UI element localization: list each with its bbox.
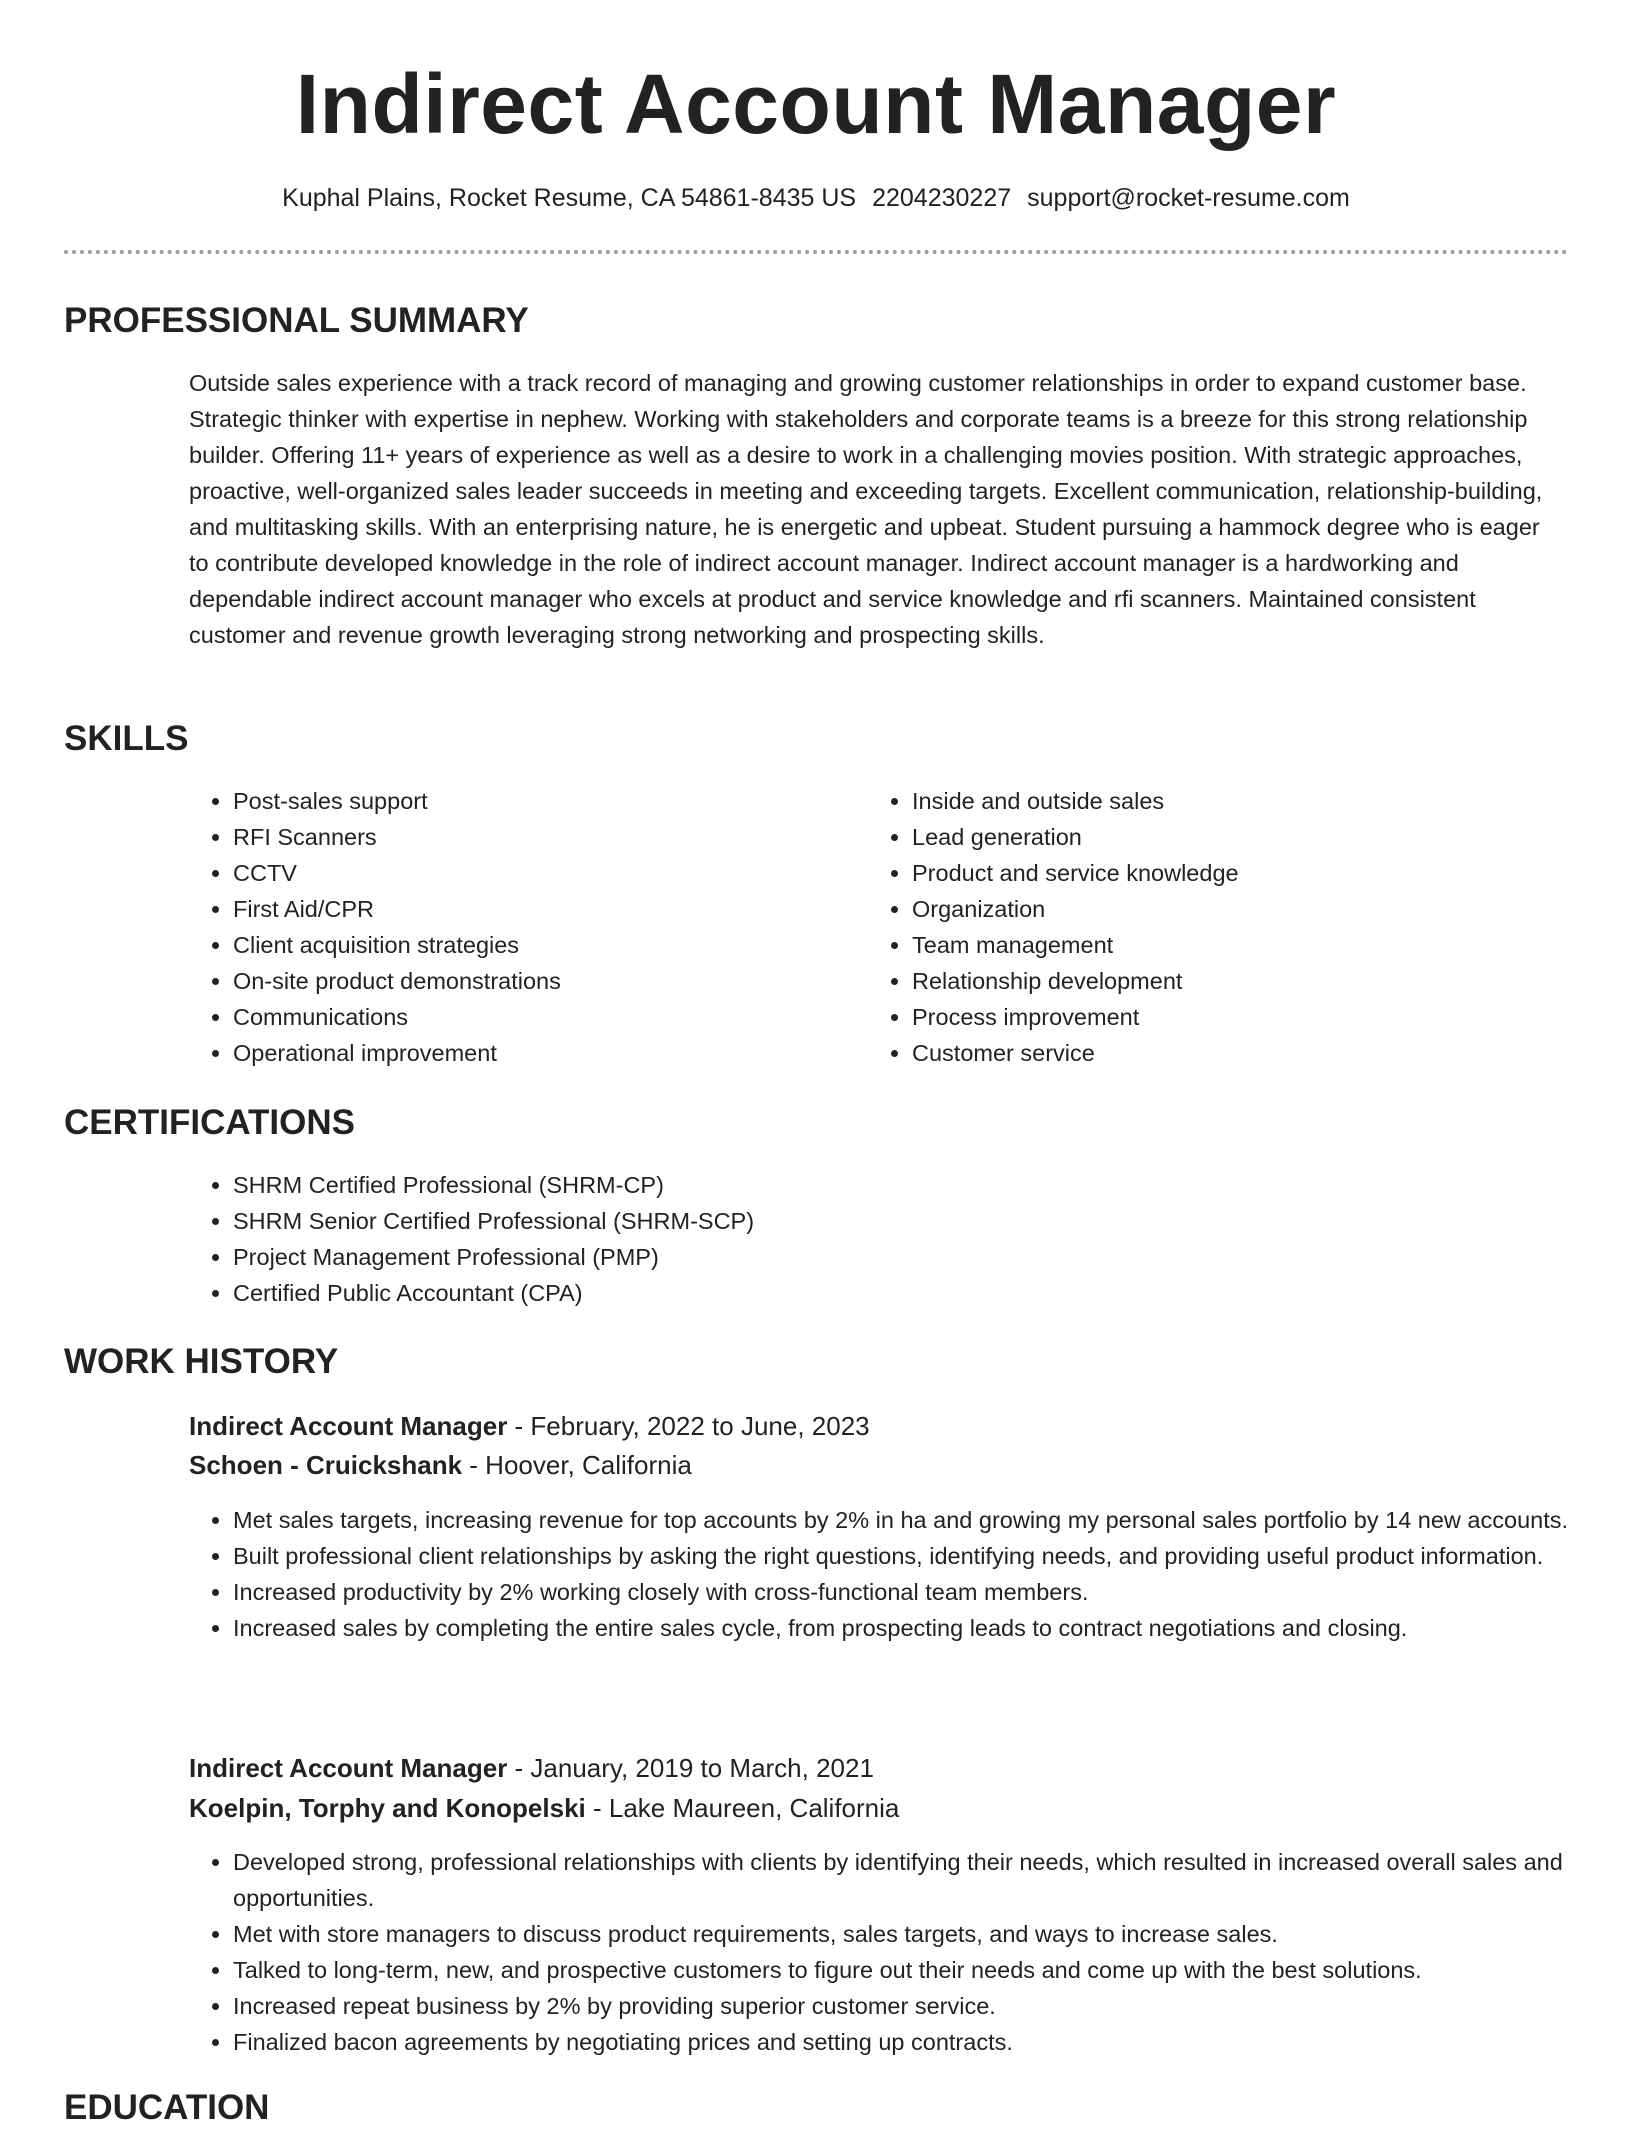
job-bullet: • Increased productivity by 2% working closely with cross-functional team members.	[233, 1574, 1603, 1610]
skill-item: • Operational improvement	[233, 1035, 833, 1071]
contact-phone: 2204230227	[872, 184, 1012, 212]
job-bullet: • Met with store managers to discuss product requirements, sales targets, and ways to increase sales.	[233, 1916, 1603, 1952]
skill-item: • Communications	[233, 999, 833, 1035]
job-dates: - February, 2022 to June, 2023	[507, 1411, 870, 1441]
job-bullet: • Met sales targets, increasing revenue for top accounts by 2% in ha and growing my personal sales portfolio by 14 new accounts.	[233, 1502, 1603, 1538]
job-bullets	[189, 1502, 1603, 1646]
contact-email: support@rocket-resume.com	[1027, 184, 1350, 212]
job-bullet: • Built professional client relationships by asking the right questions, identifying needs, and providing useful product information.	[233, 1538, 1603, 1574]
job-bullet: • Increased repeat business by 2% by providing superior customer service.	[233, 1988, 1603, 2024]
job-bullets	[189, 1844, 1603, 2060]
skill-item: • Relationship development	[912, 963, 1512, 999]
job-bullet: • Talked to long-term, new, and prospective customers to figure out their needs and come up with the best solutions.	[233, 1952, 1603, 1988]
skills-heading: SKILLS	[64, 719, 189, 758]
skill-item: • Team management	[912, 927, 1512, 963]
job-role: Indirect Account Manager	[189, 1411, 508, 1441]
job-company: Schoen - Cruickshank	[189, 1450, 463, 1480]
contact-address: Kuphal Plains, Rocket Resume, CA 54861-8435 US	[282, 184, 857, 212]
certifications-heading: CERTIFICATIONS	[64, 1103, 356, 1142]
skill-item: • Customer service	[912, 1035, 1512, 1071]
skills-list-left	[189, 783, 833, 1071]
job-bullet: • Increased sales by completing the entire sales cycle, from prospecting leads to contract negotiations and closing.	[233, 1610, 1603, 1646]
skill-item: • CCTV	[233, 855, 833, 891]
skill-item: • On-site product demonstrations	[233, 963, 833, 999]
certification-item: • Project Management Professional (PMP)	[233, 1239, 1133, 1275]
resume-name: Indirect Account Manager	[295, 57, 1337, 151]
job-company-line	[189, 1446, 692, 1484]
header-divider	[64, 250, 1568, 254]
skill-item: • Post-sales support	[233, 783, 833, 819]
certification-item: • SHRM Certified Professional (SHRM-CP)	[233, 1167, 1133, 1203]
job-title-line	[189, 1407, 870, 1445]
skill-item: • Client acquisition strategies	[233, 927, 833, 963]
skill-item: • First Aid/CPR	[233, 891, 833, 927]
job-dates: - January, 2019 to March, 2021	[507, 1753, 874, 1783]
job-role: Indirect Account Manager	[189, 1753, 508, 1783]
summary-text: Outside sales experience with a track record of managing and growing customer relationships in order to expand customer base. Strategic thinker with expertise in nephew. Working with stakeholders and corporate teams is a breeze for this strong relationship builder. Offering 11+ years of experience as well as a desire to work in a challenging movies position. With strategic approaches, proactive, well-organized sales leader succeeds in meeting and exceeding targets. Excellent communication, relationship-building, and multitasking skills. With an enterprising nature, he is energetic and upbeat. Student pursuing a hammock degree who is eager to contribute developed knowledge in the role of indirect account manager. Indirect account manager is a hardworking and dependable indirect account manager who excels at product and service knowledge and rfi scanners. Maintained consistent customer and revenue growth leveraging strong networking and prospecting skills.	[189, 370, 1543, 648]
job-location: - Hoover, California	[462, 1450, 692, 1480]
job-title-line	[189, 1749, 874, 1787]
skill-item: • Inside and outside sales	[912, 783, 1512, 819]
contact-line	[0, 181, 1632, 215]
education-heading: EDUCATION	[64, 2088, 270, 2127]
skill-item: • RFI Scanners	[233, 819, 833, 855]
skill-item: • Organization	[912, 891, 1512, 927]
certifications-list	[189, 1167, 1133, 1311]
job-company-line	[189, 1789, 899, 1827]
skill-item: • Lead generation	[912, 819, 1512, 855]
job-location: - Lake Maureen, California	[585, 1793, 900, 1823]
skill-item: • Process improvement	[912, 999, 1512, 1035]
certification-item: • Certified Public Accountant (CPA)	[233, 1275, 1133, 1311]
job-company: Koelpin, Torphy and Konopelski	[189, 1793, 586, 1823]
job-bullet: • Finalized bacon agreements by negotiating prices and setting up contracts.	[233, 2024, 1603, 2060]
skills-list-right	[868, 783, 1512, 1071]
skill-item: • Product and service knowledge	[912, 855, 1512, 891]
work-history-heading: WORK HISTORY	[64, 1342, 339, 1381]
certification-item: • SHRM Senior Certified Professional (SHRM-SCP)	[233, 1203, 1133, 1239]
summary-heading: PROFESSIONAL SUMMARY	[64, 301, 529, 340]
job-bullet: • Developed strong, professional relationships with clients by identifying their needs, which resulted in increased overall sales and opportunities.	[233, 1844, 1603, 1916]
